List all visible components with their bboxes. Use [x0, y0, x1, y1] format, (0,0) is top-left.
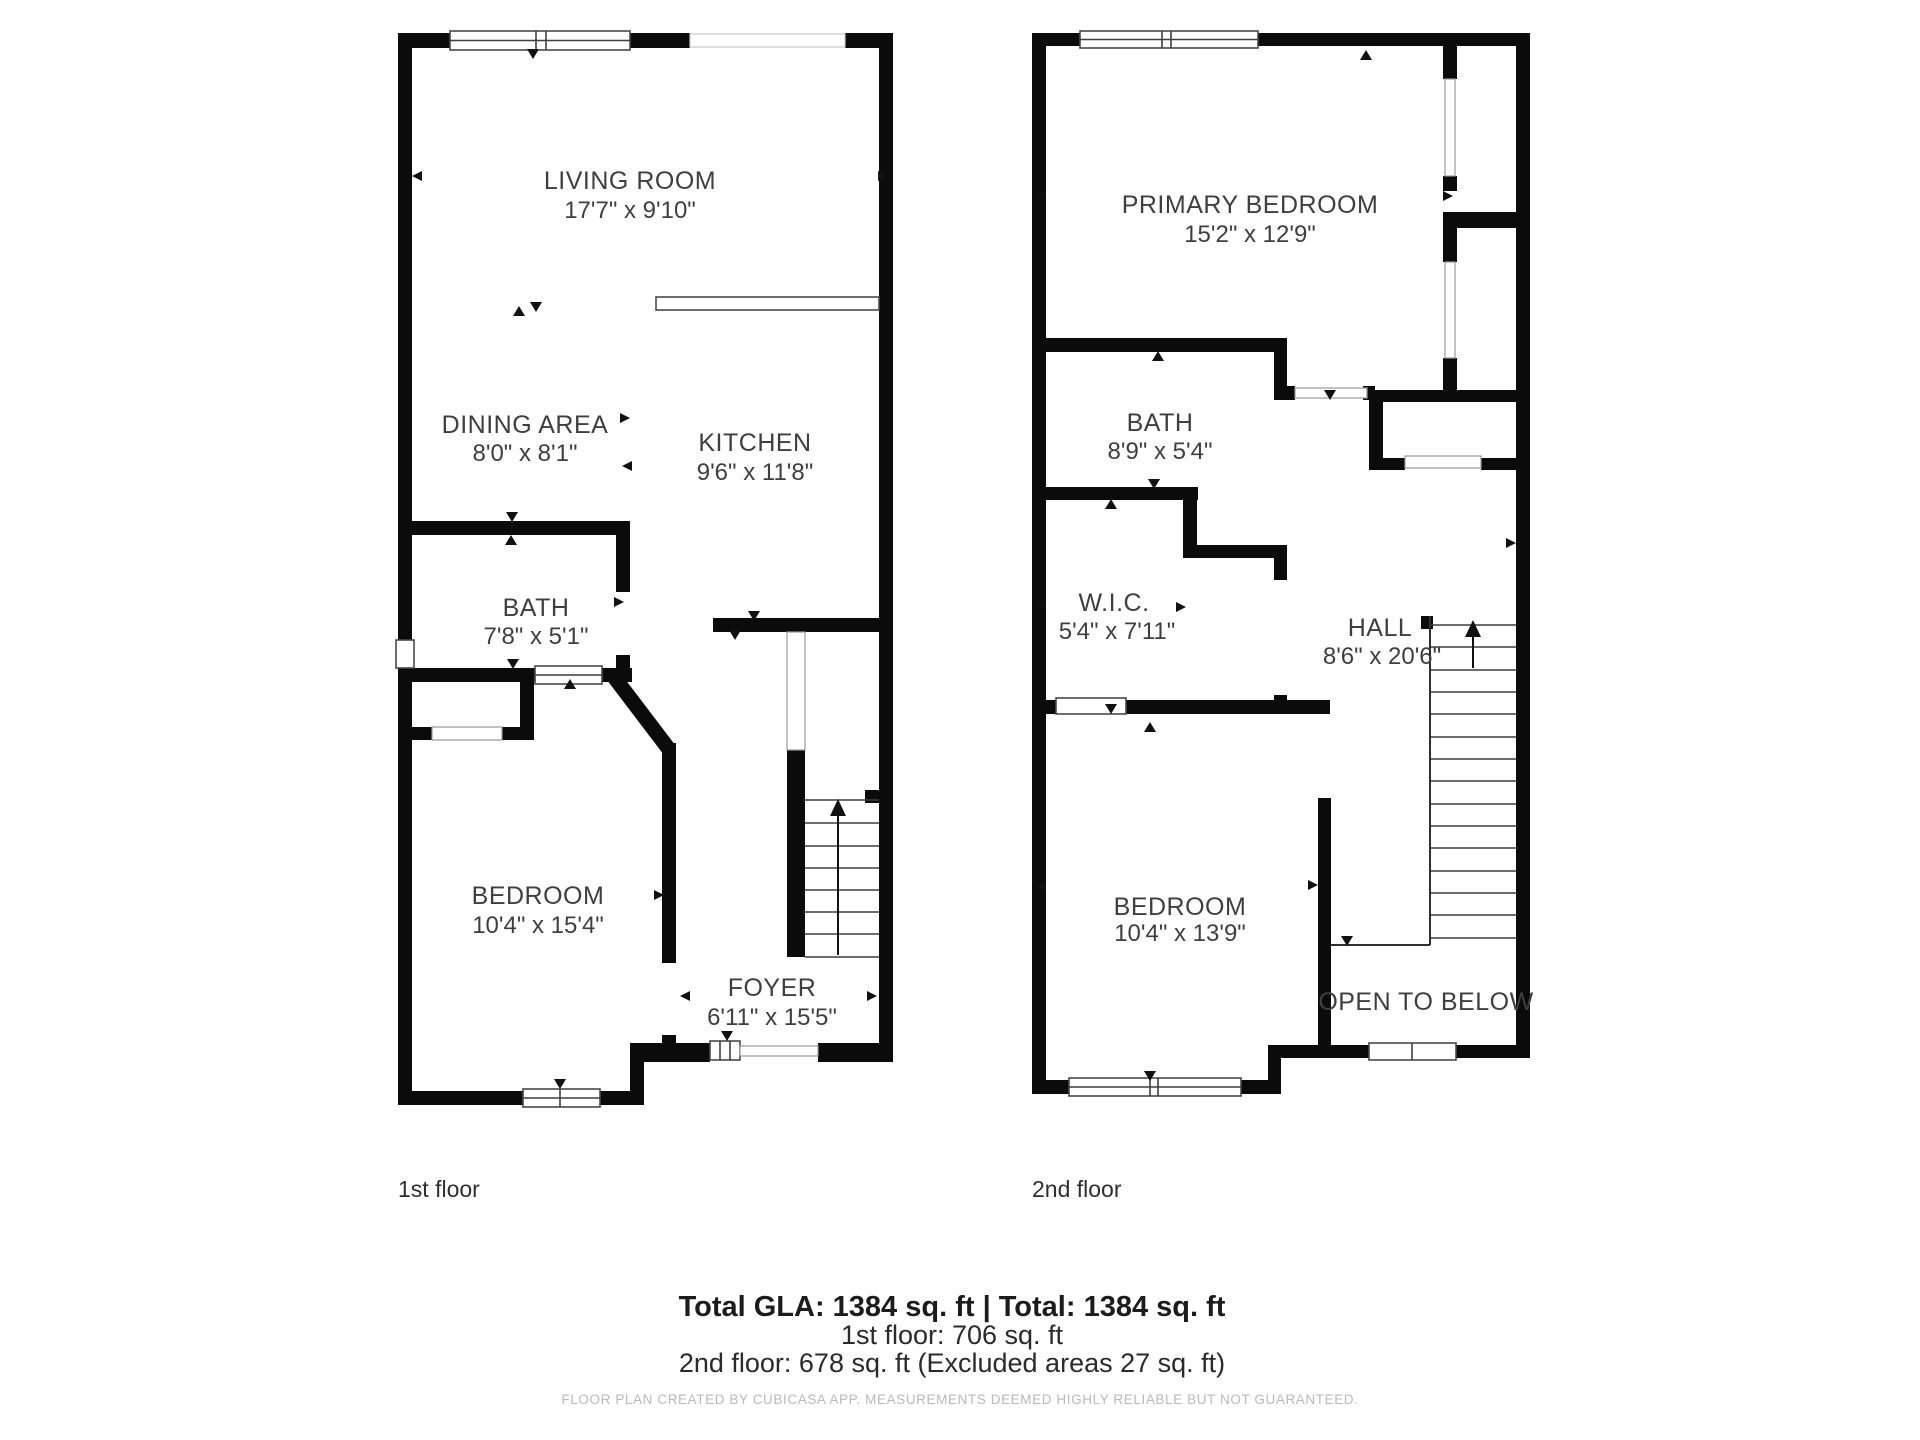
room-label-primary: PRIMARY BEDROOM — [1121, 191, 1379, 219]
room-label-foyer: FOYER — [727, 974, 817, 1002]
room-dims-bedroom-2: 10'4" x 13'9" — [1114, 920, 1246, 947]
room-label-bath-1: BATH — [502, 594, 570, 622]
room-dims-primary: 15'2" x 12'9" — [1184, 221, 1316, 248]
room-label-kitchen: KITCHEN — [698, 429, 812, 457]
first-floor-plan — [396, 31, 893, 1202]
room-dims-bedroom-1: 10'4" x 15'4" — [472, 912, 604, 939]
room-label-bath-2: BATH — [1126, 409, 1194, 437]
room-label-wic: W.I.C. — [1078, 589, 1150, 617]
first-floor-caption: 1st floor — [398, 1176, 480, 1202]
stairs-up-arrow-icon — [1465, 620, 1481, 637]
room-label-hall: HALL — [1347, 614, 1413, 642]
room-dims-bath-2: 8'9" x 5'4" — [1107, 438, 1213, 465]
room-label-dining: DINING AREA — [441, 411, 609, 439]
room-dims-bath-1: 7'8" x 5'1" — [483, 623, 589, 650]
room-dims-wic: 5'4" x 7'11" — [1058, 618, 1176, 645]
total-gla-line: Total GLA: 1384 sq. ft | Total: 1384 sq. ft — [678, 1291, 1226, 1323]
room-dims-hall: 8'6" x 20'6" — [1322, 643, 1442, 670]
room-dims-living: 17'7" x 9'10" — [564, 197, 696, 224]
room-label-bedroom-2: BEDROOM — [1113, 893, 1247, 921]
disclaimer-text: FLOOR PLAN CREATED BY CUBICASA APP. MEASUREMENTS DEEMED HIGHLY RELIABLE BUT NOT GUARANTEED. — [561, 1392, 1359, 1407]
second-floor-area: 2nd floor: 678 sq. ft (Excluded areas 27 sq. ft) — [678, 1348, 1226, 1378]
first-floor-area: 1st floor: 706 sq. ft — [840, 1320, 1064, 1350]
first-floor-stairs — [805, 799, 879, 957]
room-dims-foyer: 6'11" x 15'5" — [707, 1004, 837, 1031]
room-dims-kitchen: 9'6" x 11'8" — [696, 459, 814, 486]
room-label-open-to-below: OPEN TO BELOW — [1318, 988, 1534, 1016]
room-dims-dining: 8'0" x 8'1" — [472, 440, 578, 467]
room-label-living: LIVING ROOM — [543, 167, 717, 195]
room-label-bedroom-1: BEDROOM — [471, 882, 605, 910]
second-floor-plan — [1032, 31, 1534, 1202]
stairs-up-arrow-icon — [830, 799, 846, 816]
second-floor-caption: 2nd floor — [1032, 1176, 1122, 1202]
area-summary — [561, 1291, 1358, 1407]
